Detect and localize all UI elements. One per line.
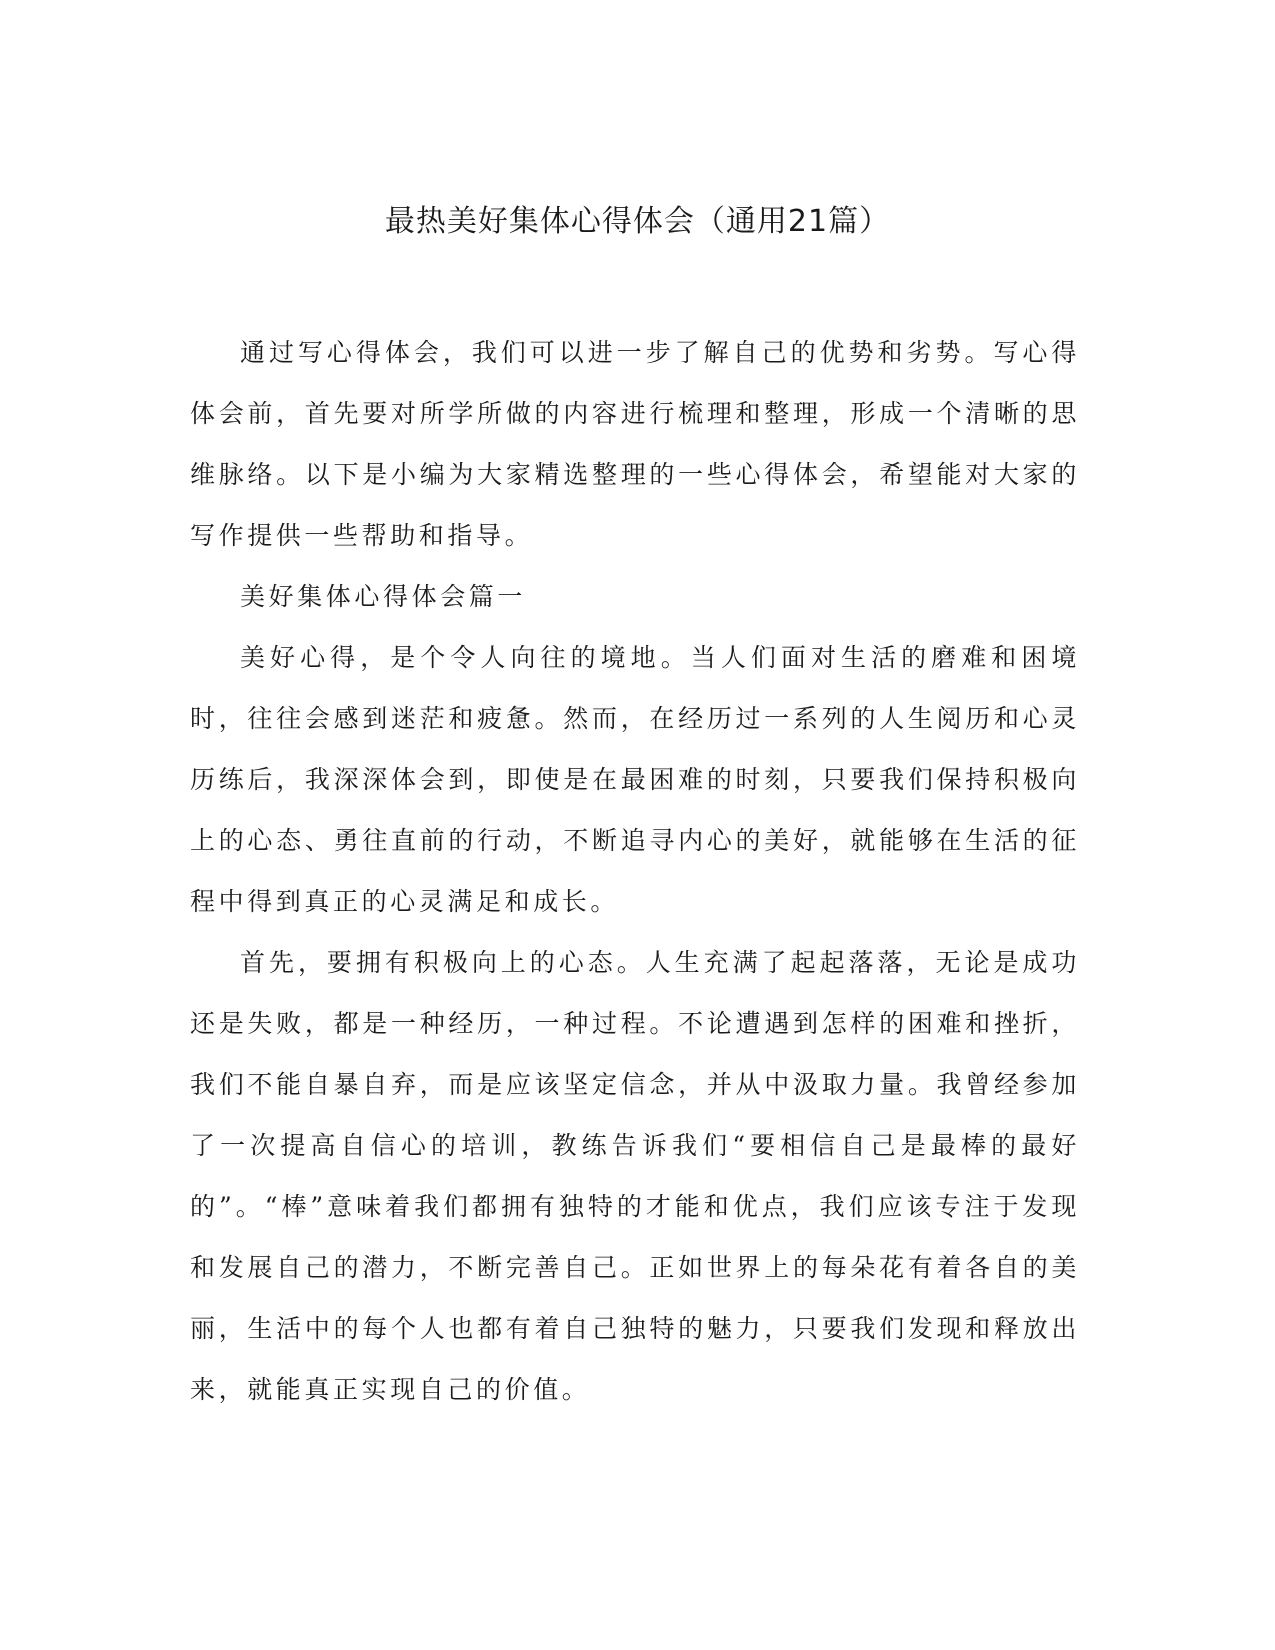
document-body	[190, 322, 1080, 1420]
body-paragraph-1: 美好心得，是个令人向往的境地。当人们面对生活的磨难和困境时，往往会感到迷茫和疲惫。然而，在经历过一系列的人生阅历和心灵历练后，我深深体会到，即使是在最困难的时刻，只要我们保持积极向上的心态、勇往直前的行动，不断追寻内心的美好，就能够在生活的征程中得到真正的心灵满足和成长。	[190, 643, 1080, 916]
intro-paragraph: 通过写心得体会，我们可以进一步了解自己的优势和劣势。写心得体会前，首先要对所学所做的内容进行梳理和整理，形成一个清晰的思维脉络。以下是小编为大家精选整理的一些心得体会，希望能对大家的写作提供一些帮助和指导。	[190, 338, 1080, 550]
section-heading: 美好集体心得体会篇一	[240, 582, 527, 611]
document-title: 最热美好集体心得体会（通用21篇）	[384, 204, 891, 239]
body-paragraph-2: 首先，要拥有积极向上的心态。人生充满了起起落落，无论是成功还是失败，都是一种经历，一种过程。不论遭遇到怎样的困难和挫折，我们不能自暴自弃，而是应该坚定信念，并从中汲取力量。我曾经参加了一次提高自信心的培训，教练告诉我们“要相信自己是最棒的最好的”。“棒”意味着我们都拥有独特的才能和优点，我们应该专注于发现和发展自己的潜力，不断完善自己。正如世界上的每朵花有着各自的美丽，生活中的每个人也都有着自己独特的魅力，只要我们发现和释放出来，就能真正实现自己的价值。	[190, 948, 1080, 1404]
